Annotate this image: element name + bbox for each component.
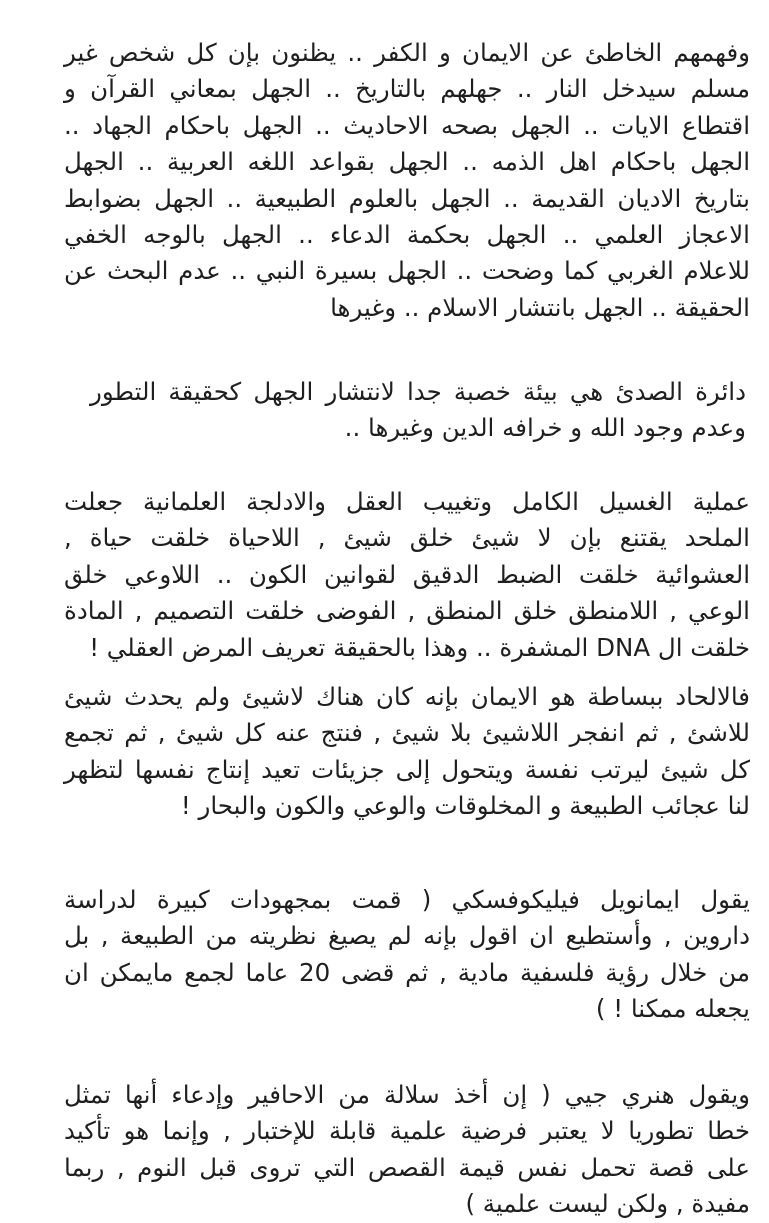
text-line: على قصة تحمل نفس قيمة القصص التي تروى قبل النوم , ربما xyxy=(64,1152,750,1182)
text-line: لنا عجائب الطبيعة و المخلوقات والوعي والكون والبحار ! xyxy=(180,791,750,821)
text-line: عملية الغسيل الكامل وتغييب العقل والادلجة العلمانية جعلت xyxy=(64,487,750,516)
text-line: للاشئ , ثم انفجر اللاشيئ بلا شيئ , فنتج عنه كل شيئ , ثم تجمع xyxy=(64,718,750,748)
text-line: داروين , وأستطيع ان اقول بإنه لم يصيغ نظريته من الطبيعة , بل xyxy=(64,921,750,951)
text-line: ويقول هنري جيي ( إن أخذ سلالة من الاحافير وإدعاء أنها تمثل xyxy=(64,1080,750,1109)
text-line: من خلال رؤية فلسفية مادية , ثم قضى 20 عاما لجمع مايمكن ان xyxy=(64,957,751,987)
text-line: مفيدة , ولكن ليست علمية ) xyxy=(465,1189,750,1219)
paragraph-circle-of-rust xyxy=(90,374,746,447)
paragraph-velikovsky-quote xyxy=(64,882,750,1028)
text-line: وعدم وجود الله و خرافه الدين وغيرها .. xyxy=(344,413,746,443)
text-line: يجعله ممكنا ! ) xyxy=(595,994,750,1024)
text-line: الملحد يقتنع بإن لا شيئ خلق شيئ , اللاحياة خلقت حياة , xyxy=(64,523,750,553)
text-line: الجهل باحكام اهل الذمه .. الجهل بقواعد اللغه العربية .. الجهل xyxy=(64,147,750,177)
text-line: خلقت ال DNA المشفرة .. وهذا بالحقيقة تعريف المرض العقلي ! xyxy=(89,632,750,662)
text-line: دائرة الصدئ هي بيئة خصبة جدا لانتشار الجهل كحقيقة التطور xyxy=(90,377,746,406)
text-line: وفهمهم الخاطئ عن الايمان و الكفر .. يظنون بإن كل شخص غير xyxy=(64,38,750,67)
text-line: خطا تطوريا لا يعتبر فرضية علمية قابلة للإختبار , وإنما هو تأكيد xyxy=(64,1116,750,1146)
text-line: بتاريخ الاديان القديمة .. الجهل بالعلوم الطبيعية .. الجهل بضوابط xyxy=(64,183,750,213)
text-line: فالالحاد ببساطة هو الايمان بإنه كان هناك لاشيئ ولم يحدث شيئ xyxy=(64,682,750,711)
text-line: العشوائية خلقت الضبط الدقيق لقوانين الكون .. اللاوعي خلق xyxy=(64,559,750,589)
text-line: اقتطاع الايات .. الجهل بصحه الاحاديث .. الجهل باحكام الجهاد .. xyxy=(64,110,750,140)
paragraph-atheism-definition xyxy=(64,679,750,825)
text-line: للاعلام الغربي كما وضحت .. الجهل بسيرة النبي .. عدم البحث عن xyxy=(64,256,750,286)
text-line: الحقيقة .. الجهل بانتشار الاسلام .. وغيرها xyxy=(330,292,750,322)
paragraph-brainwashing xyxy=(64,484,750,666)
text-line: يقول ايمانويل فيليكوفسكي ( قمت بمجهودات كبيرة لدراسة xyxy=(64,885,750,914)
paragraph-henry-gee-quote xyxy=(64,1077,750,1223)
paragraph-ignorance-list xyxy=(64,35,750,326)
text-line: الوعي , اللامنطق خلق المنطق , الفوضى خلقت التصميم , المادة xyxy=(64,596,750,626)
text-line: مسلم سيدخل النار .. جهلهم بالتاريخ .. الجهل بمعاني القرآن و xyxy=(64,74,750,104)
text-line: كل شيئ ليرتب نفسة ويتحول إلى جزيئات تعيد إنتاج نفسها لتظهر xyxy=(64,754,750,784)
text-line: الاعجاز العلمي .. الجهل بحكمة الدعاء .. الجهل بالوجه الخفي xyxy=(64,219,750,249)
